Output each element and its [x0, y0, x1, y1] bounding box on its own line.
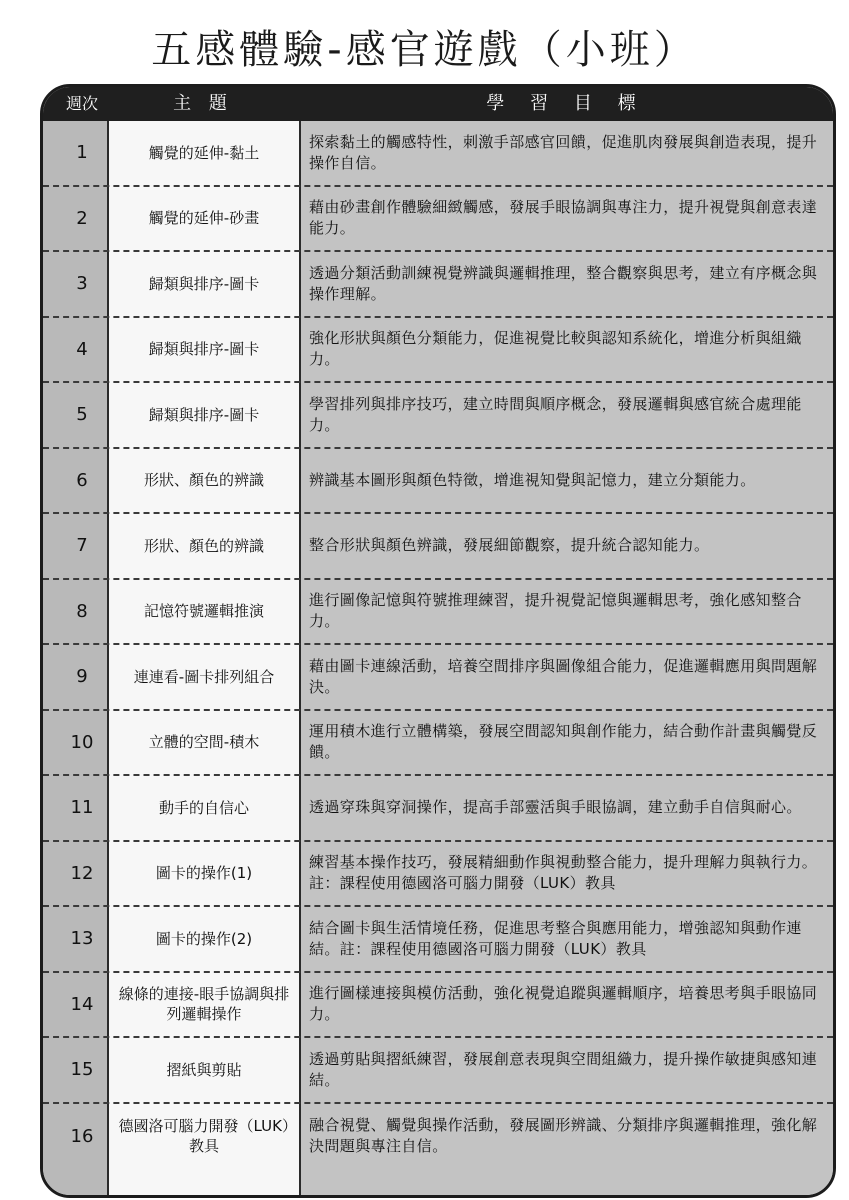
goal-cell: 運用積木進行立體構築，發展空間認知與創作能力，結合動作計畫與觸覺反饋。	[309, 722, 818, 762]
table-row	[43, 907, 833, 973]
week-cell: 9	[76, 666, 88, 688]
table-row	[43, 645, 833, 711]
header-goal: 學 習 目 標	[486, 93, 646, 114]
table-row	[43, 383, 833, 449]
topic-cell: 歸類與排序-圖卡	[148, 274, 260, 293]
goal-cell: 探索黏土的觸感特性，刺激手部感官回饋，促進肌肉發展與創造表現，提升操作自信。	[309, 132, 818, 172]
topic-cell: 觸覺的延伸-砂畫	[148, 209, 260, 228]
header-week: 週次	[65, 94, 98, 113]
table-row	[43, 252, 833, 318]
table-header	[43, 87, 833, 121]
table-row	[43, 1104, 833, 1170]
topic-cell: 立體的空間-積木	[148, 733, 260, 752]
week-cell: 3	[76, 273, 88, 295]
week-cell: 15	[70, 1059, 94, 1081]
goal-cell: 練習基本操作技巧，發展精細動作與視動整合能力，提升理解力與執行力。註：課程使用德國洛可腦力開發（LUK）教具	[309, 853, 818, 893]
topic-cell: 記憶符號邏輯推演	[143, 602, 264, 621]
table-row	[43, 187, 833, 253]
week-cell: 10	[70, 731, 94, 753]
week-cell: 12	[70, 862, 94, 884]
goal-cell: 進行圖樣連接與模仿活動，強化視覺追蹤與邏輯順序，培養思考與手眼協同力。	[309, 984, 818, 1024]
goal-cell: 透過剪貼與摺紙練習，發展創意表現與空間組織力，提升操作敏捷與感知連結。	[309, 1049, 818, 1089]
week-cell: 2	[76, 207, 88, 229]
table-row	[43, 842, 833, 908]
topic-cell: 線條的連接-眼手協調與排列邏輯操作	[118, 985, 290, 1024]
goal-cell: 透過分類活動訓練視覺辨識與邏輯推理，整合觀察與思考，建立有序概念與操作理解。	[309, 263, 818, 303]
table-row	[43, 318, 833, 384]
goal-cell: 透過穿珠與穿洞操作，提高手部靈活與手眼協調，建立動手自信與耐心。	[309, 798, 802, 817]
topic-cell: 圖卡的操作(1)	[155, 864, 253, 883]
goal-cell: 學習排列與排序技巧，建立時間與順序概念，發展邏輯與感官統合處理能力。	[309, 394, 802, 434]
table-row	[43, 514, 833, 580]
topic-cell: 形狀、顏色的辨識	[143, 536, 264, 555]
goal-cell: 藉由圖卡連線活動，培養空間排序與圖像組合能力，促進邏輯應用與問題解決。	[309, 656, 818, 696]
header-topic: 主 題	[173, 93, 233, 114]
table-row	[43, 121, 833, 187]
goal-cell: 整合形狀與顏色辨識，發展細節觀察，提升統合認知能力。	[309, 536, 710, 555]
goal-cell: 辨識基本圖形與顏色特徵，增進視知覺與記憶力，建立分類能力。	[309, 470, 756, 489]
week-cell: 5	[76, 404, 88, 426]
week-cell: 4	[76, 338, 88, 360]
page-title: 五感體驗-感官遊戲（小班）	[151, 27, 698, 73]
topic-cell: 動手的自信心	[158, 798, 249, 817]
week-cell: 7	[76, 535, 88, 557]
week-cell: 8	[76, 600, 88, 622]
goal-cell: 藉由砂畫創作體驗細緻觸感，發展手眼協調與專注力，提升視覺與創意表達能力。	[309, 198, 818, 238]
topic-cell: 德國洛可腦力開發（LUK）教具	[118, 1117, 290, 1156]
table-row	[43, 580, 833, 646]
topic-cell: 連連看-圖卡排列組合	[133, 667, 275, 686]
topic-cell: 觸覺的延伸-黏土	[148, 143, 260, 162]
table-row	[43, 973, 833, 1039]
table-row	[43, 776, 833, 842]
week-cell: 1	[76, 142, 88, 164]
table-body	[43, 121, 833, 1169]
table-row	[43, 449, 833, 515]
topic-cell: 歸類與排序-圖卡	[148, 405, 260, 424]
topic-cell: 圖卡的操作(2)	[155, 929, 253, 948]
table-row	[43, 711, 833, 777]
week-cell: 6	[76, 469, 88, 491]
topic-cell: 歸類與排序-圖卡	[148, 340, 260, 359]
goal-cell: 進行圖像記憶與符號推理練習，提升視覺記憶與邏輯思考，強化感知整合力。	[309, 591, 802, 631]
goal-cell: 融合視覺、觸覺與操作活動，發展圖形辨識、分類排序與邏輯推理，強化解決問題與專注自信。	[309, 1116, 818, 1156]
week-cell: 11	[70, 797, 94, 819]
goal-cell: 結合圖卡與生活情境任務，促進思考整合與應用能力，增強認知與動作連結。註：課程使用德國洛可腦力開發（LUK）教具	[309, 918, 802, 958]
table-row	[43, 1038, 833, 1104]
curriculum-table	[40, 84, 836, 1198]
topic-cell: 摺紙與剪貼	[166, 1060, 242, 1079]
week-cell: 16	[70, 1125, 94, 1147]
topic-cell: 形狀、顏色的辨識	[143, 471, 264, 490]
goal-cell: 強化形狀與顏色分類能力，促進視覺比較與認知系統化，增進分析與組織力。	[309, 329, 802, 369]
week-cell: 13	[70, 928, 94, 950]
week-cell: 14	[70, 993, 94, 1015]
